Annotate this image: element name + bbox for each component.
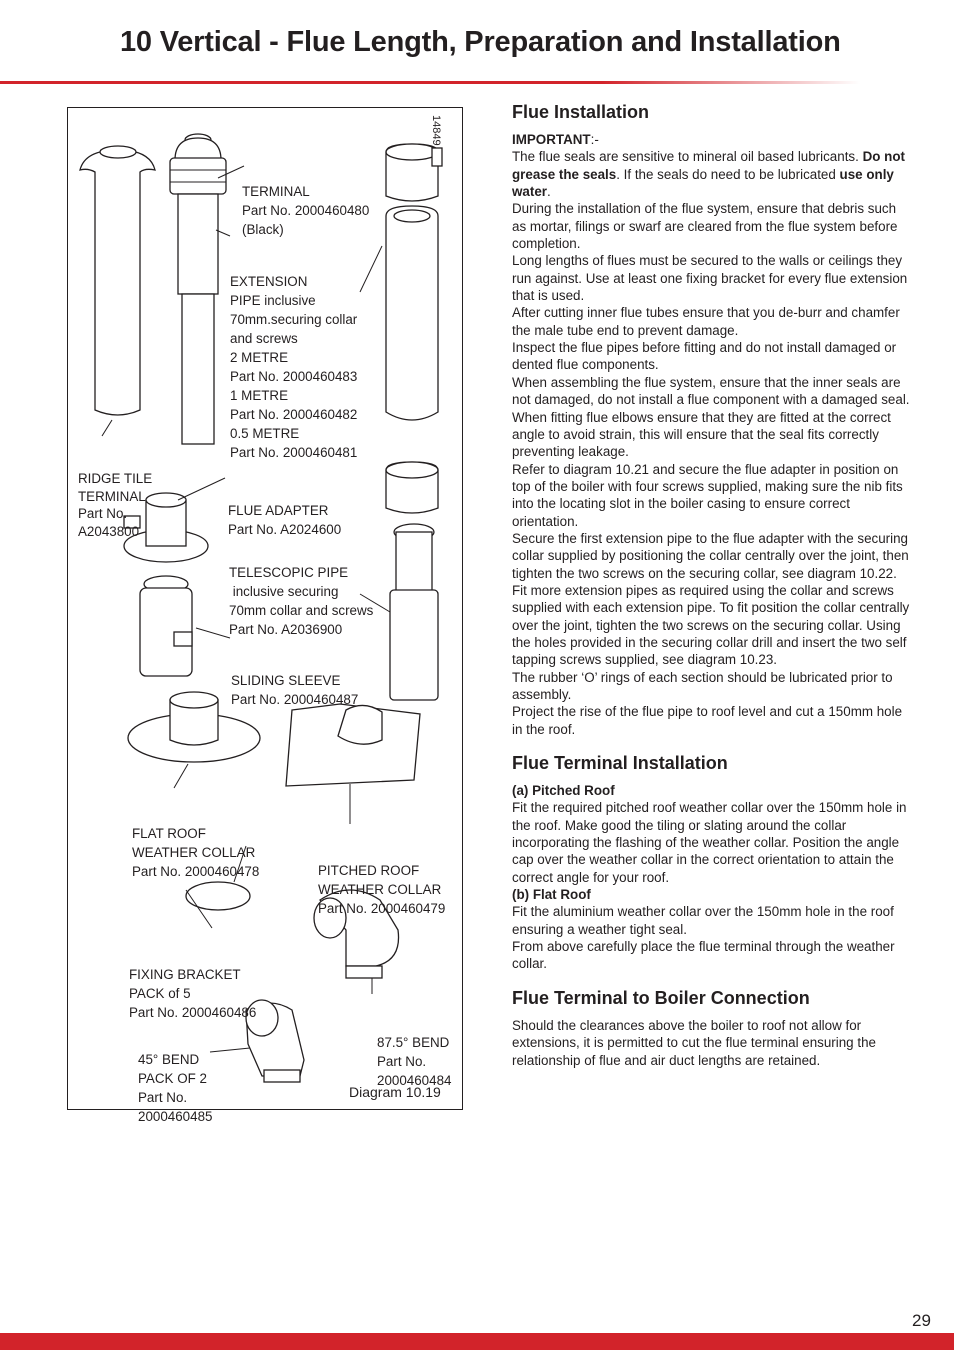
paragraph: During the installation of the flue system, ensure that debris such as mortar, filings or swarf are cleared from the flue system before completion. xyxy=(512,201,898,252)
boiler-connection-section xyxy=(512,987,912,1069)
label-telescopic-pipe: TELESCOPIC PIPE inclusive securing 70mm collar and screws Part No. A2036900 xyxy=(229,565,374,637)
important-note: IMPORTANT:- xyxy=(512,132,599,147)
ridge-tile-terminal-drawing xyxy=(80,146,155,415)
instructions-column xyxy=(512,101,912,1069)
label-extension-pipe: EXTENSION PIPE inclusive 70mm.securing collar and screws 2 METRE Part No. 2000460483 1 METRE Part No. 2000460482 0.5 METRE Part No. 2000460481 xyxy=(230,274,358,460)
diagram-reference-number: 14849 xyxy=(430,115,442,146)
paragraph: Long lengths of flues must be secured to the walls or ceilings they run against. Use at least one fixing bracket for every flue extension that is used. xyxy=(512,253,908,304)
paragraph: From above carefully place the flue terminal through the weather collar. xyxy=(512,939,895,972)
paragraph: When fitting flue elbows ensure that they are fitted at the correct angle to avoid strain, this will ensure that the seal fits correctly preventing leakage. xyxy=(512,409,891,460)
section-heading: Flue Terminal to Boiler Connection xyxy=(512,987,810,1008)
section-heading: Flue Installation xyxy=(512,102,650,122)
label-fixing-bracket: FIXING BRACKET PACK of 5 Part No. 2000460486 xyxy=(129,967,257,1020)
telescopic-pipe-drawing xyxy=(390,524,438,700)
label-pitched-roof-collar: PITCHED ROOF WEATHER COLLAR Part No. 2000460479 xyxy=(318,863,446,916)
page-number: 29 xyxy=(912,1311,931,1330)
section-heading: Flue Terminal Installation xyxy=(512,753,728,774)
paragraph: Inspect the flue pipes before fitting and do not install damaged or dented flue components. xyxy=(512,340,897,373)
flue-installation-section xyxy=(512,101,912,738)
paragraph: After cutting inner flue tubes ensure that you de-burr and chamfer the male tube end to prevent damage. xyxy=(512,305,900,338)
terminal-installation-section xyxy=(512,752,912,973)
paragraph: Secure the first extension pipe to the flue adapter with the securing collar supplied by positioning the collar centrally over the joint, then tighten the two screws on the securing collar, see diagram 10.22. xyxy=(512,530,909,581)
page-title: 10 Vertical - Flue Length, Preparation and Installation xyxy=(120,26,841,58)
label-flue-adapter: FLUE ADAPTER Part No. A2024600 xyxy=(228,503,342,537)
extension-pipe-drawing xyxy=(386,144,442,420)
label-bend-87: 87.5° BEND Part No. 2000460484 xyxy=(377,1035,452,1088)
sliding-sleeve-drawing xyxy=(140,576,192,676)
terminal-drawing xyxy=(170,134,226,444)
subheading: (a) Pitched Roof xyxy=(512,783,615,799)
paragraph: The rubber ‘O’ rings of each section should be lubricated prior to assembly. xyxy=(512,669,893,702)
paragraph: Fit the required pitched roof weather collar over the 150mm hole in the roof. Make good the tiling or slating around the collar incorporating the flashing of the weather collar. Position the angle cap over the weather collar in the correct orientation to attain the correct angle for your roof. xyxy=(512,800,907,885)
label-ridge-tile-terminal: RIDGE TILE TERMINAL Part No. A2043800 xyxy=(78,471,153,539)
paragraph: Project the rise of the flue pipe to roof level and cut a 150mm hole in the roof. xyxy=(512,704,903,737)
label-terminal: TERMINAL Part No. 2000460480 (Black) xyxy=(242,184,370,237)
paragraph: Refer to diagram 10.21 and secure the flue adapter in position on top of the boiler with four screws supplied, making sure the nib fits into the locating slot in the boiler casing to ensure correct orientation. xyxy=(512,461,903,529)
paragraph: Should the clearances above the boiler to roof not allow for extensions, it is permitted to cut the flue terminal ensuring the relationship of flue and air duct lengths are retained. xyxy=(512,1017,876,1068)
subheading: (b) Flat Roof xyxy=(512,887,591,903)
diagram-caption: Diagram 10.19 xyxy=(349,1084,441,1100)
label-flat-roof-collar: FLAT ROOF WEATHER COLLAR Part No. 2000460478 xyxy=(132,826,260,879)
label-sliding-sleeve: SLIDING SLEEVE Part No. 2000460487 xyxy=(231,673,359,707)
paragraph: The flue seals are sensitive to mineral oil based lubricants. Do not grease the seals. If the seals do need to be lubricated use only water. xyxy=(512,149,905,200)
footer-bar xyxy=(0,1333,954,1350)
label-bend-45: 45° BEND PACK OF 2 Part No. 2000460485 xyxy=(138,1052,213,1124)
securing-collar-drawing xyxy=(386,462,438,513)
paragraph: Fit the aluminium weather collar over the 150mm hole in the roof ensuring a weather tight seal. xyxy=(512,904,894,937)
paragraph: When assembling the flue system, ensure that the inner seals are not damaged, do not install a flue component with a damaged seal. xyxy=(512,374,910,408)
paragraph: Fit more extension pipes as required using the collar and screws supplied with each extension pipe. To fit position the collar centrally over the joint, tighten the two screws on the securing collar. Using the holes provided in the securing collar drill and insert the two self tapping screws supplied, see diagram 10.23. xyxy=(512,582,910,668)
